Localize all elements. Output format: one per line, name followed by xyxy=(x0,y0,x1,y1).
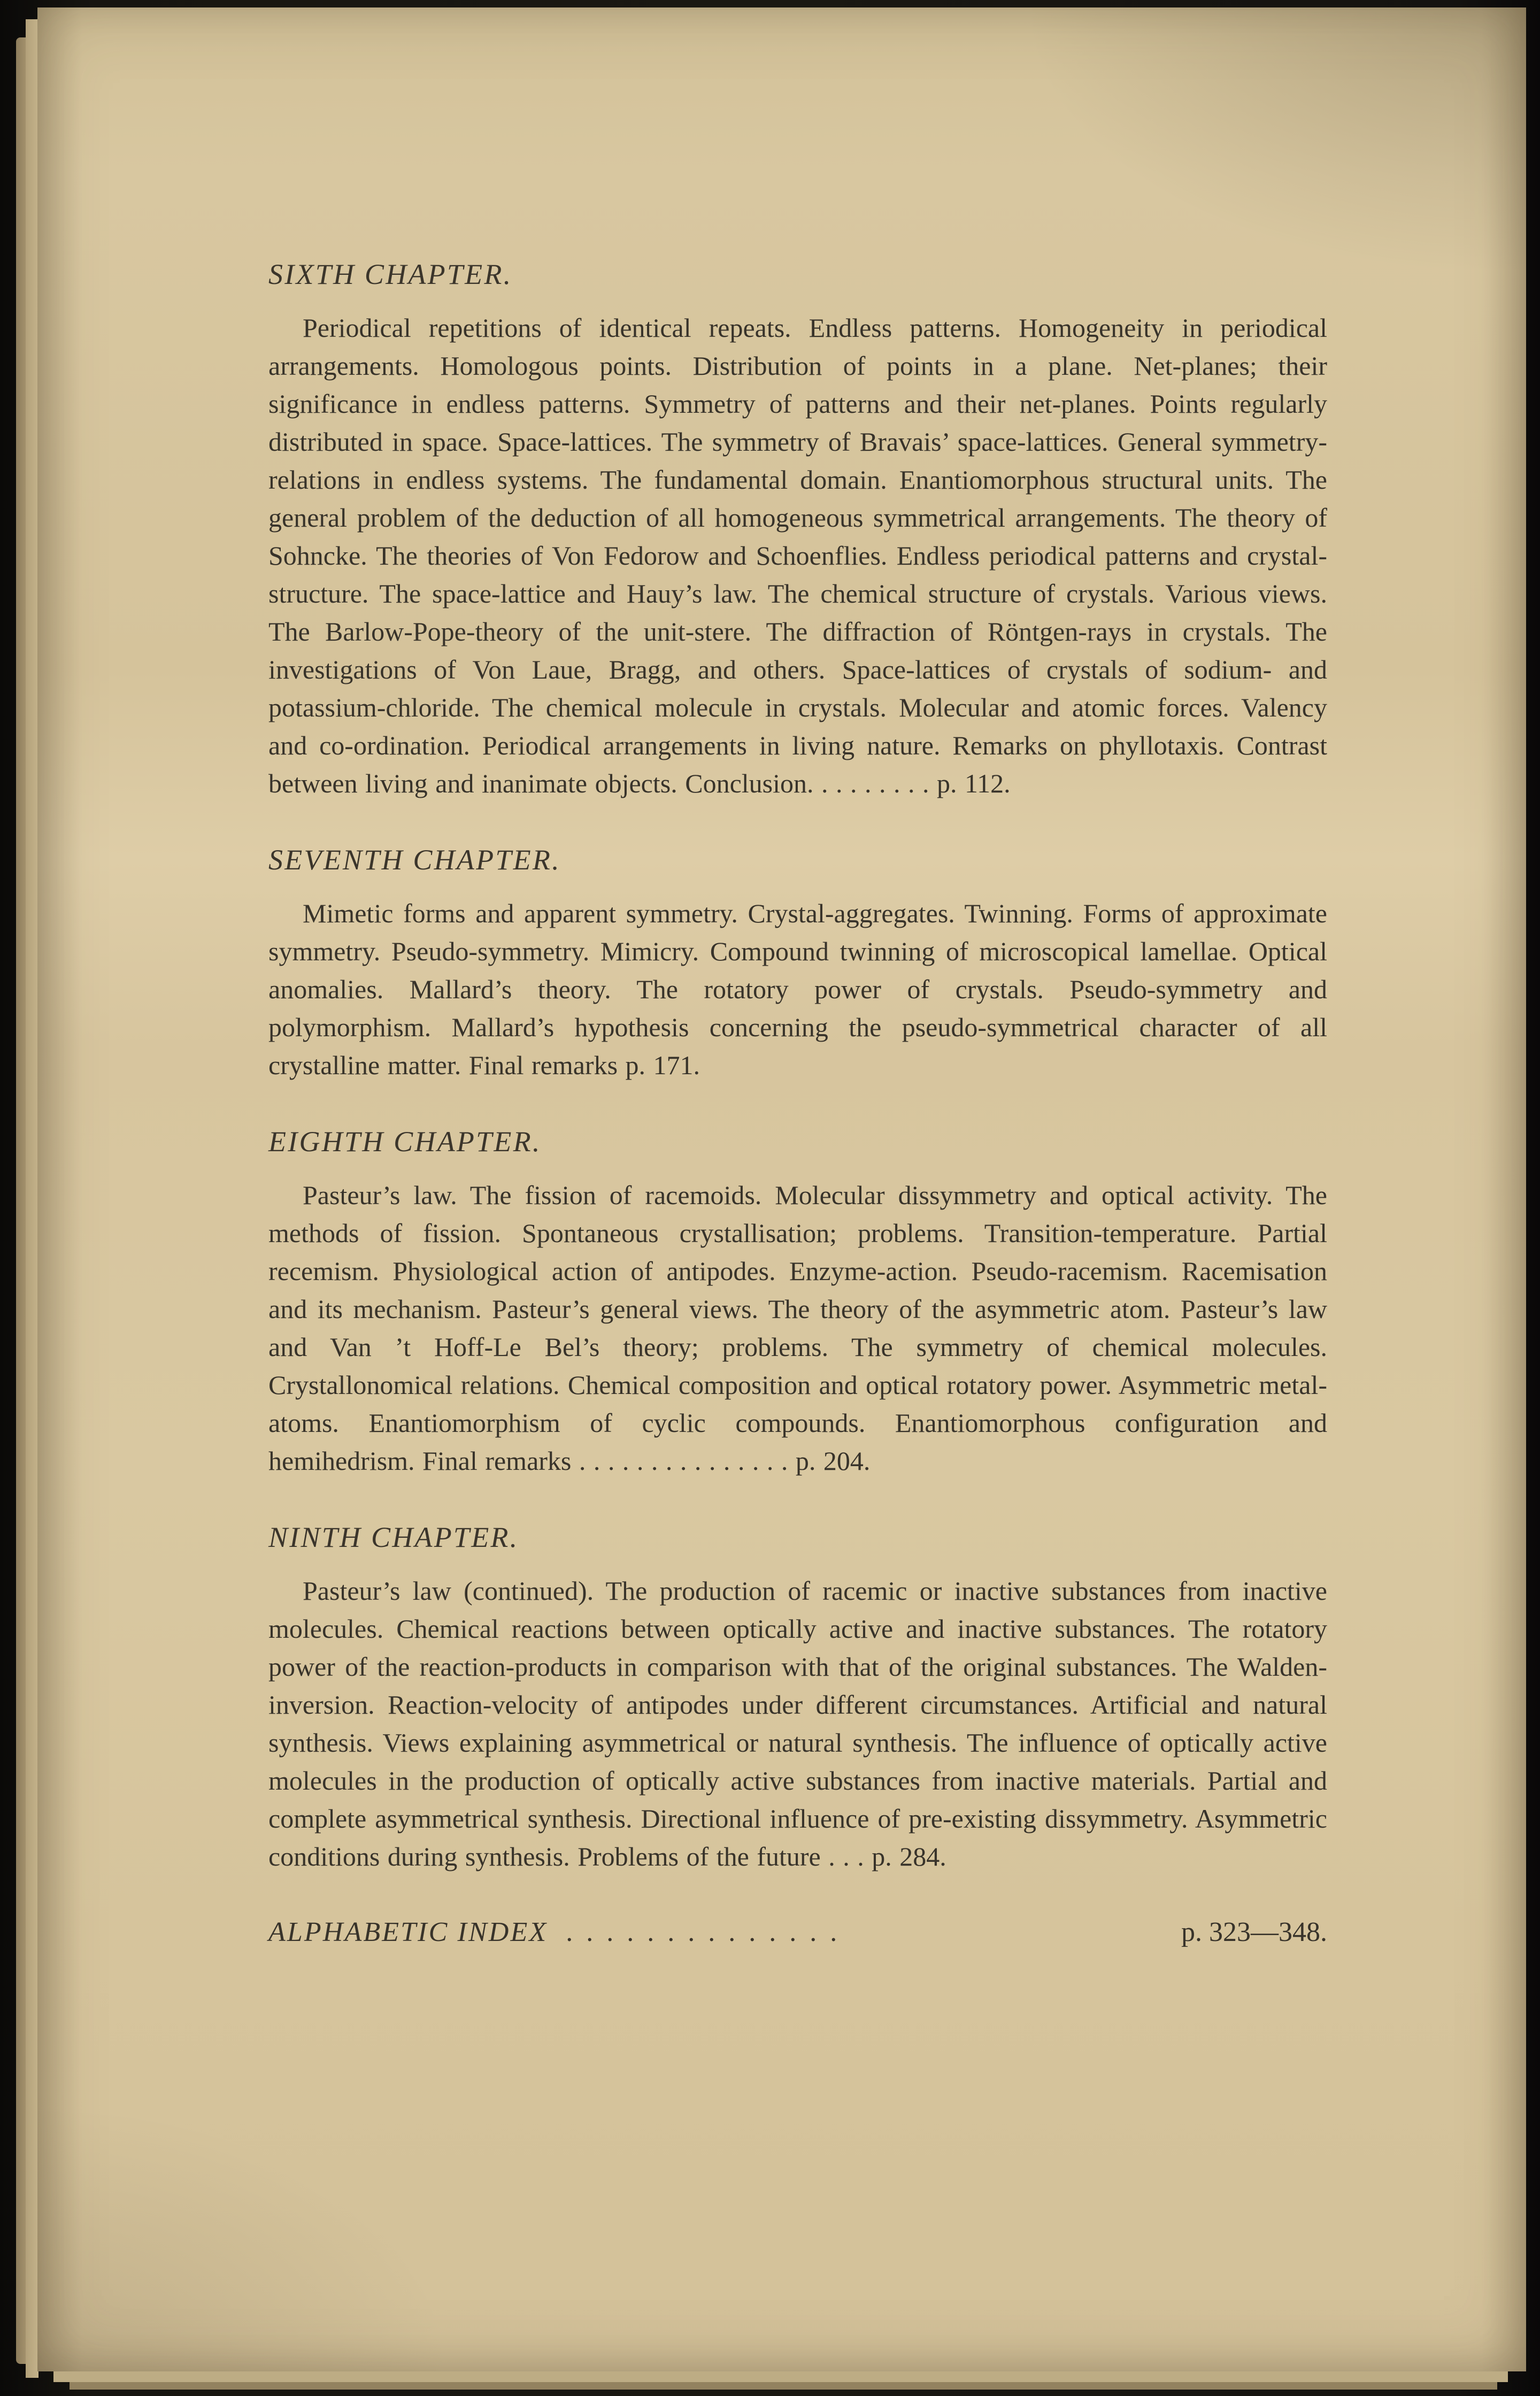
chapter-summary: Periodical repetitions of identical repeats. Endless patterns. Homogeneity in periodical arrangements. Homologous points. Distribution of points in a plane. Net-planes; their significance in endless patterns. Symmetry of patterns and their net-planes. Points regularly distributed in space. Space-lattices. The symmetry of Bravais’ space-lattices. General symmetry-relations in endless systems. The fundamental domain. Enantiomorphous structural units. The general problem of the deduction of all homogeneous symmetrical arrangements. The theory of Sohncke. The theories of Von Fedorow and Schoenflies. Endless periodical patterns and crystal-structure. The space-lattice and Hauy’s law. The chemical structure of crystals. Various views. The Barlow-Pope-theory of the unit-stere. The diffraction of Röntgen-rays in crystals. The investigations of Von Laue, Bragg, and others. Space-lattices of crystals of sodium- and potassium-chloride. The chemical molecule in crystals. Molecular and atomic forces. Valency and co-ordination. Periodical arrangements in living nature. Remarks on phyllotaxis. Contrast between living and inanimate objects. Conclusion. . . . . . . . . p. 112. xyxy=(268,313,1327,798)
chapter-section-seventh xyxy=(268,843,1327,1084)
book-page-edge-left-mid xyxy=(26,19,38,2378)
chapter-heading: EIGHTH CHAPTER. xyxy=(268,1126,542,1158)
chapter-section-sixth xyxy=(268,258,1327,803)
chapter-heading: NINTH CHAPTER. xyxy=(268,1521,519,1553)
page-content xyxy=(37,7,1526,2371)
chapter-summary: Pasteur’s law. The fission of racemoids. Molecular dissymmetry and optical activity. The methods of fission. Spontaneous crystallisation; problems. Transition-temperature. Partial recemism. Physiological action of antipodes. Enzyme-action. Pseudo-racemism. Racemisation and its mechanism. Pasteur’s general views. The theory of the asymmetric atom. Pasteur’s law and Van ’t Hoff-Le Bel’s theory; problems. The symmetry of chemical molecules. Crystallonomical relations. Chemical composition and optical rotatory power. Asymmetric metal-atoms. Enantiomorphism of cyclic compounds. Enantiomorphous configuration and hemihedrism. Final remarks . . . . . . . . . . . . . . . p. 204. xyxy=(268,1180,1327,1476)
chapter-section-ninth xyxy=(268,1521,1327,1876)
chapter-heading: SIXTH CHAPTER. xyxy=(268,258,513,290)
book-page-edge-bottom-mid xyxy=(53,2370,1508,2382)
chapter-summary: Mimetic forms and apparent symmetry. Crystal-aggregates. Twinning. Forms of approximate symmetry. Pseudo-symmetry. Mimicry. Compound twinning of microscopical lamellae. Optical anomalies. Mallard’s theory. The rotatory power of crystals. Pseudo-symmetry and polymorphism. Mallard’s hypothesis concerning the pseudo-symmetrical character of all crystalline matter. Final remarks p. 171. xyxy=(268,898,1327,1080)
chapter-summary: Pasteur’s law (continued). The production of racemic or inactive substances from inactive molecules. Chemical reactions between optically active and inactive substances. The rotatory power of the reaction-products in comparison with that of the original substances. The Walden-inversion. Reaction-velocity of antipodes under different circumstances. Artificial and natural synthesis. Views explaining asymmetrical or natural synthesis. The influence of optically active molecules in the production of optically active substances from inactive materials. Partial and complete asymmetrical synthesis. Directional influence of pre-existing dissymmetry. Asymmetric conditions during synthesis. Problems of the future . . . p. 284. xyxy=(268,1576,1327,1871)
book-page xyxy=(37,7,1526,2371)
chapter-heading: SEVENTH CHAPTER. xyxy=(268,844,561,876)
alphabetic-index-entry xyxy=(268,1916,1327,1948)
index-label: ALPHABETIC INDEX xyxy=(268,1917,548,1947)
chapter-section-eighth xyxy=(268,1125,1327,1480)
index-page-ref: p. 323—348. xyxy=(1181,1917,1327,1947)
index-dots-leader: . . . . . . . . . . . . . . xyxy=(566,1917,841,1947)
